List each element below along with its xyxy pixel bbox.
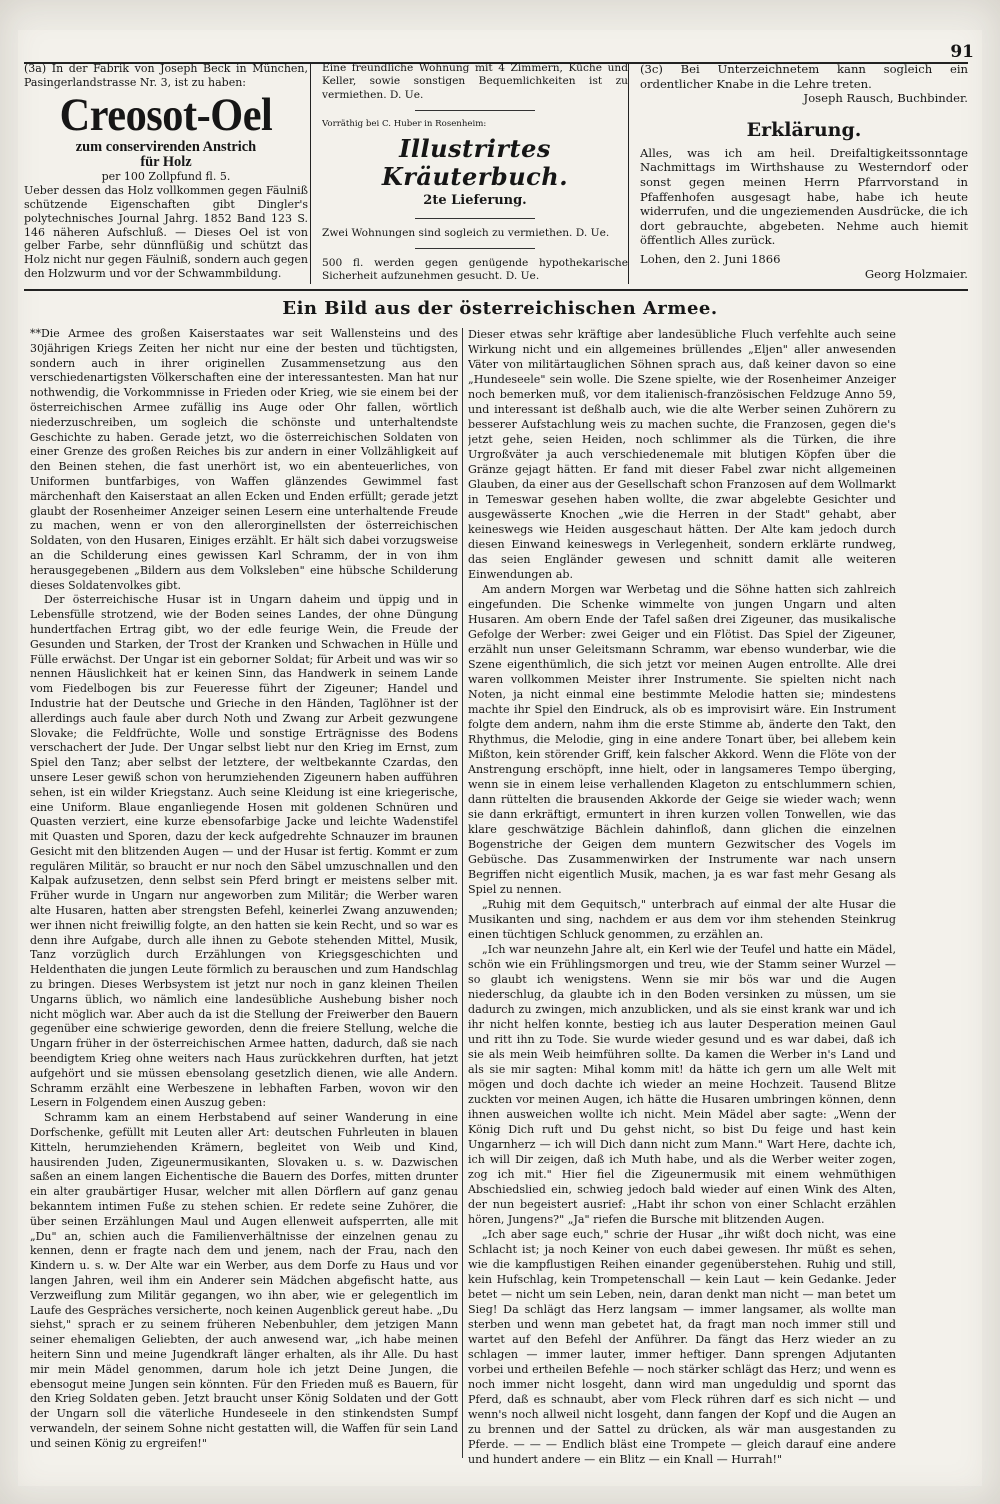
ad-wohnung: Eine freundliche Wohnung mit 4 Zimmern, Küche und Keller, sowie sonstigen Bequemlichkeiten ist zu vermiethen. D. Ue. [322,62,628,101]
ad-column-rule [310,62,311,284]
ad-creosot-intro: (3a) In der Fabrik von Joseph Beck in München, Pasingerlandstrasse Nr. 3, ist zu haben: [24,62,308,89]
ad-lehrling-signature: Joseph Rausch, Buchbinder. [803,91,968,106]
ad-creosot [24,62,308,284]
ad-column-rule [628,62,629,284]
ad-zwei-wohnungen: Zwei Wohnungen sind sogleich zu vermiethen. D. Ue. [322,226,610,239]
divider [415,248,535,249]
ad-erklaerung-title: Erklärung. [746,118,862,141]
divider [415,110,535,111]
article-paragraph: **Die Armee des großen Kaiserstaates war seit Wallensteins und des 30jährigen Kriegs Zeiten her nicht nur eine der besten und tüchtigsten, sondern auch in ihrer originellen Zusammensetzung aus den verschiedenartigsten Völkerschaften eine der interessantesten. Man hat nur nothwendig, die Vorkommnisse in Frieden oder Krieg, wie sie einem bei der österreichischen Armee zufällig ins Auge oder Ohr fallen, wörtlich niederzuschreiben, um sogleich die schönste und unterhaltendste Geschichte zu haben. Gerade jetzt, wo die österreichischen Soldaten von einer Grenze des großen Reiches bis zur andern in einer Vollzähligkeit auf den Beinen stehen, die fast unerhört ist, wo ein abenteuerliches, von Uniformen buntfarbiges, von Waffen glänzendes Gewimmel fast märchenhaft den Kaiserstaat an allen Ecken und Enden erfüllt; gerade jetzt glaubt der Rosenheimer Anzeiger seinen Lesern eine unterhaltende Freude zu machen, wenn er von den allerorginellsten der österreichischen Soldaten, von den Husaren, Einiges erzählt. Er hält sich dabei vorzugsweise an die Schilderung eines gewissen Karl Schramm, der in von ihm herausgegebenen „Bildern aus dem Volksleben" eine hübsche Schilderung dieses Soldatenvolkes gibt. [30,327,458,592]
section-rule [24,289,968,291]
ad-lehrling: (3c) Bei Unterzeichnetem kann sogleich ein ordentlicher Knabe in die Lehre treten. [640,62,968,91]
article-paragraph: Schramm kam an einem Herbstabend auf seiner Wanderung in eine Dorfschenke, gefüllt mit Leuten aller Art: deutschen Fuhrleuten in blauen Kitteln, herumziehenden Krämern, begleitet von Weib und Kind, hausirenden Juden, Zigeunermusikanten, Slovaken u. s. w. Dazwischen saßen an einem langen Eichentische die Bauern des Dorfes, mitten drunter ein alter graubärtiger Husar, welcher mit allen Dörflern auf ganz genau bekanntem intimen Fuße zu stehen schien. Er redete seine Zuhörer, die über seinen Erzählungen Maul und Augen ellenweit aufsperrten, alle mit „Du" an, schien auch die Familienverhältnisse der einzelnen genau zu kennen, denn er fragte nach dem und jenem, nach der Frau, nach den Kindern u. s. w. Der Alte war ein Werber, aus dem Dorfe zu Haus und vor langen Jahren, weil ihm ein Anderer sein Mädchen abgefischt hatte, aus Verzweiflung zum Militär gegangen, wo ihn aber, wie er gelegentlich im Laufe des Gespräches versicherte, noch keinen Augenblick gereut habe. „Du siehst," sprach er zu seinem früheren Nebenbuhler, dem jetzigen Mann seiner ehemaligen Geliebten, der auch anwesend war, „ich habe meinen heitern Sinn und meine Jugendkraft länger erhalten, als ihr Alle. Du hast mir mein Mädel genommen, darum hole ich jetzt Deine Jungen, die ebensogut meine Jungen sein könnten. Für den Frieden muß es Bauern, für den Krieg Soldaten geben. Jetzt braucht unser König Soldaten und der Gott der Ungarn soll die väterliche Hundeseele in den stinkendsten Sumpf verwandeln, der seinem Sohne nicht gestatten will, die Waffen für sein Land und seinen König zu ergreifen!" [30,1111,458,1450]
ad-middle-column [322,62,628,284]
ad-erklaerung-body: Alles, was ich am heil. Dreifaltigkeitssonntage Nachmittags im Wirthshause zu Westerndorf oder sonst gegen meinen Herrn Pfarrvorstand in Pfaffenhofen ausgesagt habe, habe ich heute widerrufen, und die ungeziemenden Ausdrücke, die ich dort gebrauchte, abgebeten. Nehme auch hiemit öffentlich Alles zurück. [640,145,968,248]
ad-creosot-title: Creosot-Oel [59,88,273,141]
article-paragraph: „Ich aber sage euch," schrie der Husar „ihr wißt doch nicht, was eine Schlacht ist; ja noch Keiner von euch dabei gewesen. Ihr müßt es sehen, wie die kampflustigen Reihen einander gegenüberstehen. Ruhig und still, kein Hufschlag, kein Trompetenschall — kein Laut — kein Gedanke. Jeder betet — nicht um sein Leben, nein, daran denkt man nicht — man betet um Sieg! Da schlägt das Herz langsam — immer langsamer, als wollte man sterben und wenn man gebetet hat, da fragt man noch immer still und wartet auf den Befehl der Anführer. Da fängt das Herz wieder an zu schlagen — immer lauter, immer heftiger. Dann sprengen Adjutanten vorbei und ertheilen Befehle — noch stärker schlägt das Herz; und wenn es noch immer nicht losgeht, dann wird man ungeduldig und spornt das Pferd, daß es schnaubt, aber vom Fleck rühren darf es sich nicht — und wenn's noch allweil nicht losgeht, dann fangen der Kopf und die Augen an zu brennen und der Sattel zu drücken, als wär man ausgestanden zu Pferde. — — — Endlich bläst eine Trompete — gleich darauf eine andere und hundert andere — ein Blitz — ein Knall — Hurrah!" [468,1228,896,1466]
ad-creosot-subtitle: zum conservirenden Anstrich [75,138,257,155]
article-paragraph: Dieser etwas sehr kräftige aber landesübliche Fluch verfehlte auch seine Wirkung nicht und ein allgemeines brüllendes „Eljen" aller anwesenden Väter von militärtauglichen Söhnen sprach aus, daß keiner davon so eine „Hundeseele" sein wolle. Die Szene spielte, wie der Rosenheimer Anzeiger noch bemerken muß, vor dem italienisch-französischen Feldzuge Anno 59, und interessant ist deßhalb auch, wie die alte Werber seinen Zuhörern zu besserer Aufstachlung weis zu machen suchte, die Franzosen, gegen die's jetzt gehe, seien Heiden, noch schlimmer als die Türken, die ihre Urgroßväter ja auch verschiedenemale mit blutigen Köpfen über die Gränze gejagt hätten. Er fand mit dieser Fabel zwar nicht allgemeinen Glauben, da einer aus der Gesellschaft schon Franzosen auf dem Wollmarkt in Temeswar gesehen haben wollte, die zwar abgelebte Gesichter und ausgewässerte Knochen „wie die Herren in der Stadt" gehabt, aber keineswegs wie Heiden ausgeschaut hätten. Der Alte kam jedoch durch diesen Einwand keineswegs in Verlegenheit, sondern erklärte rundweg, das seien Engländer gewesen und schnitt damit alle weiteren Einwendungen ab. [468,328,896,581]
ad-creosot-subtitle-2: für Holz [140,153,192,170]
article-paragraph: „Ruhig mit dem Gequitsch," unterbrach auf einmal der alte Husar die Musikanten und sing, nachdem er aus dem vor ihm stehenden Steinkrug einen tüchtigen Schluck genommen, zu erzählen an. [468,898,896,941]
page-number: 91 [950,42,974,62]
ad-erklaerung-signature: Georg Holzmaier. [864,266,968,281]
ad-vorraethig: Vorräthig bei C. Huber in Rosenheim: [322,119,487,130]
article-column-right [468,327,896,1477]
ad-capital: 500 fl. werden gegen genügende hypothekarische Sicherheit aufzunehmen gesucht. D. Ue. [322,256,628,283]
article-column-left [30,327,458,1477]
ad-creosot-price: per 100 Zollpfund fl. 5. [101,170,231,184]
ad-right-column [640,62,968,284]
ad-book-title: Illustrirtes Kräuterbuch. [381,133,569,191]
article-title: Ein Bild aus der österreichischen Armee. [282,298,718,319]
divider [415,218,535,219]
ad-book-subtitle: 2te Lieferung. [423,192,527,208]
article-paragraph: „Ich war neunzehn Jahre alt, ein Kerl wie der Teufel und hatte ein Mädel, schön wie ein Frühlingsmorgen und treu, wie der Stamm seiner Wurzel — so glaubt ich wenigstens. Wenn sie mir bös war und die Augen niederschlug, da glaubte ich in den Boden versinken zu müssen, um sie dadurch zu zwingen, mich anzublicken, und als sie einst krank war und ich ihr nicht helfen konnte, bestieg ich aus lauter Desperation meinen Gaul und ritt ihn zu Tode. Sie wurde wieder gesund und es war dabei, daß ich sie als mein Weib heimführen sollte. Da kamen die Werber in's Land und als sie mir sagten: Mihal komm mit! da hätte ich gern um alle Welt mit mögen und doch dachte ich wieder an meine Hochzeit. Tausend Blitze zuckten vor meinen Augen, ich hätte die Husaren umbringen können, denn ihnen ausweichen wollte ich nicht. Mein Mädel aber sagte: „Wenn der König Dich ruft und Du gehst nicht, so bist Du feige und hast kein Ungarnherz — ich will Dich dann nicht zum Mann." Wart Here, dachte ich, ich will Dir zeigen, daß ich Muth habe, und als die Werber weiter zogen, zog ich mit." Hier fiel die Zigeunermusik mit einem wehmüthigen Abschiedslied ein, schwieg jedoch bald wieder auf einen Wink des Alten, der nun begeistert ausrief: „Habt ihr schon von einer Schlacht erzählen hören, Jungens?" „Ja" riefen die Bursche mit blitzenden Augen. [468,943,896,1226]
article-column-rule [462,328,463,1458]
advertisement-section [24,62,968,284]
ad-creosot-body: Ueber dessen das Holz vollkommen gegen Fäulniß schützende Eigenschaften gibt Dingler's polytechnisches Journal Jahrg. 1852 Band 123 S. 146 näheren Aufschluß. — Dieses Oel ist von gelber Farbe, sehr dünnflüßig und schützt das Holz nicht nur gegen Fäulniß, sondern auch gegen den Holzwurm und vor der Schwammbildung. [24,184,308,281]
article-paragraph: Der österreichische Husar ist in Ungarn daheim und üppig und in Lebensfülle strotzend, wie der Boden seines Landes, der ohne Düngung hundertfachen Ertrag gibt, wo der edle feurige Wein, die Freude der Gesunden und Starken, der Trost der Kranken und Schwachen in Hülle und Fülle erwächst. Der Ungar ist ein geborner Soldat; für Arbeit und was wir so nennen Häuslichkeit hat er keinen Sinn, das Handwerk in seinem Lande vom Fiedelbogen bis zur Feueresse führt der Zigeuner; Handel und Industrie hat der Deutsche und Grieche in den Händen, Taglöhner ist der allerdings auch faule aber durch Noth und Zwang zur Arbeit gezwungene Slovake; die Feldfrüchte, Wolle und sonstige Erträgnisse des Bodens verschachert der Jude. Der Ungar selbst liebt nur den Krieg im Ernst, zum Spiel den Tanz; aber selbst der letztere, der weltbekannte Czardas, den unsere Leser gewiß schon von herumziehenden Zigeunern haben aufführen sehen, ist ein wilder Kriegstanz. Auch seine Kleidung ist eine kriegerische, eine Uniform. Blaue enganliegende Hosen mit goldenen Schnüren und Quasten verziert, eine kurze ebensofarbige Jacke und leichte Wadenstifel mit Quasten und Sporen, dazu der keck aufgedrehte Schnauzer im braunen Gesicht mit den blitzenden Augen — und der Husar ist fertig. Kommt er zum regulären Militär, so braucht er nur noch den Säbel umzuschnallen und den Kalpak aufzusetzen, denn selbst sein Pferd bringt er meistens selber mit. Früher wurde in Ungarn nur angeworben zum Militär; die Werber waren alte Husaren, hatten aber strengsten Befehl, keinerlei Zwang anzuwenden; wer ihnen nicht freiwillig folgte, an den hatten sie kein Recht, und so war es denn ihre Aufgabe, durch alle ihnen zu Gebote stehenden Mittel, Musik, Tanz vorzüglich durch Erzählungen von Kriegsgeschichten und Heldenthaten die jungen Leute förmlich zu berauschen und zum Handschlag zu bringen. Dieses Werbsystem ist jetzt nur noch in ganz kleinen Theilen Ungarns üblich, wo nämlich eine landesübliche Aushebung bisher noch nicht möglich war. Aber auch da ist die Stellung der Freiwerber den Bauern gegenüber eine schwierige geworden, denn die freiere Stellung, welche die Ungarn früher in der österreichischen Armee hatten, dadurch, daß sie nach beendigtem Krieg ohne weiters nach Haus zurückkehren durften, hat jetzt aufgehört und sie müssen ebensolang gesetzlich dienen, wie alle Andern. Schramm erzählt eine Werbeszene in lebhaften Farben, wovon wir den Lesern in Folgendem einen Auszug geben: [30,593,458,1110]
ad-erklaerung-date: Lohen, den 2. Juni 1866 [640,251,781,266]
article-paragraph: Am andern Morgen war Werbetag und die Söhne hatten sich zahlreich eingefunden. Die Schenke wimmelte von jungen Ungarn und alten Husaren. Am obern Ende der Tafel saßen drei Zigeuner, das musikalische Gefolge der Werber: zwei Geiger und ein Flötist. Das Spiel der Zigeuner, erzählt nun unser Geleitsmann Schramm, war ebenso wunderbar, wie die Szene eigenthümlich, die sich jetzt vor meinen Augen entrollte. Alle drei waren vollkommen Meister ihrer Instrumente. Sie spielten nicht nach Noten, ja nicht einmal eine bestimmte Melodie hatten sie; mindestens machte ihr Spiel den Eindruck, als ob es improvisirt wäre. Ein Instrument folgte dem andern, nahm ihm die erste Stimme ab, änderte den Takt, den Rhythmus, die Melodie, ging in eine andere Tonart über, bei allebem kein Mißton, kein störender Griff, kein falscher Akkord. Wenn die Flöte von der Anstrengung erschöpft, inne hielt, oder in langsameres Tempo überging, wenn sie in einem leise verhallenden Klageton zu entschlummern schien, dann rüttelten die brausenden Akkorde der Geige sie wieder wach; wenn sie dann erkräftigt, ermuntert in ihren kurzen vollen Tonwellen, wie das klare geschwätzige Bächlein dahinfloß, dann glichen die einzelnen Bogenstriche der Geigen dem muntern Gezwitscher des Vogels im Gebüsche. Das Zusammenwirken der Instrumente war nach unsern Begriffen nicht eigentlich Musik, machen, ja es war fast mehr Gesang als Spiel zu nennen. [468,583,896,896]
